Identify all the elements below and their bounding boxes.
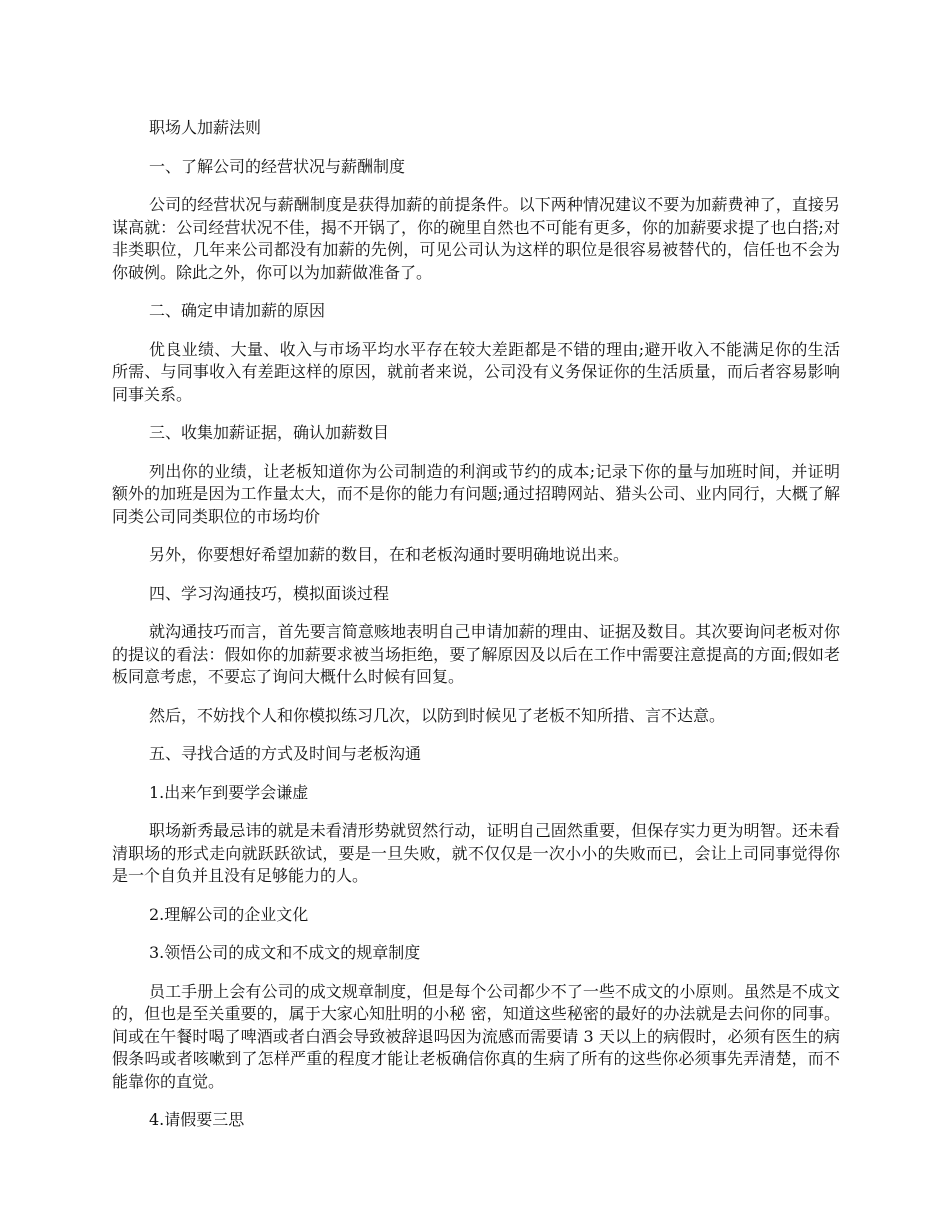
section-2-body: 优良业绩、大量、收入与市场平均水平存在较大差距都是不错的理由;避开收入不能满足你的生活所需、与同事收入有差距这样的原因，就前者来说，公司没有义务保证你的生活质量，而后者容易影响同事关系。 (112, 339, 840, 404)
section-5-item-1-heading: 1.出来乍到要学会谦虚 (149, 782, 309, 802)
section-4-body: 就沟通技巧而言，首先要言简意赅地表明自己申请加薪的理由、证据及数目。其次要询问老板对你的提议的看法：假如你的加薪要求被当场拒绝，要了解原因及以后在工作中需要注意提高的方面;假如老板同意考虑，不要忘了询问大概什么时候有回复。 (112, 622, 840, 686)
section-4-heading: 四、学习沟通技巧，模拟面谈过程 (149, 583, 390, 603)
section-3-body: 列出你的业绩，让老板知道你为公司制造的利润或节约的成本;记录下你的量与加班时间，并证明额外的加班是因为工作量太大，而不是你的能力有问题;通过招聘网站、猎头公司、业内同行，大概了解同类公司同类职位的市场均价 (112, 461, 840, 526)
section-5-item-2-heading: 2.理解公司的企业文化 (149, 904, 309, 924)
section-5-heading: 五、寻找合适的方式及时间与老板沟通 (149, 744, 422, 763)
section-1-body: 公司的经营状况与薪酬制度是获得加薪的前提条件。以下两种情况建议不要为加薪费神了，直接另谋高就：公司经营状况不佳，揭不开锅了，你的碗里自然也不可能有更多，你的加薪要求提了也白搭;对非类职位，几年来公司都没有加薪的先例，可见公司认为这样的职位是很容易被替代的，信任也不会为你破例。除此之外，你可以为加薪做准备了。 (112, 195, 840, 282)
section-5-item-3-body: 员工手册上会有公司的成文规章制度，但是每个公司都少不了一些不成文的小原则。虽然是不成文的，但也是至关重要的，属于大家心知肚明的小秘 密，知道这些秘密的最好的办法就是去问你的同事。间或在午餐时喝了啤酒或者白酒会导致被辞退吗因为流感而需要请 3 天以上的病假时，必须有医生的病 假条吗或者咳嗽到了怎样严重的程度才能让老板确信你真的生病了所有的这些你必须事先弄清楚，而不能靠你的直觉。 (112, 981, 840, 1091)
section-5-item-4-heading: 4.请假要三思 (149, 1110, 245, 1129)
document-title: 职场人加薪法则 (149, 118, 262, 137)
section-1-heading: 一、了解公司的经营状况与薪酬制度 (149, 156, 406, 176)
section-3-heading: 三、收集加薪证据，确认加薪数目 (149, 423, 390, 442)
document-page (112, 117, 840, 1148)
section-2-heading: 二、确定申请加薪的原因 (149, 301, 326, 320)
section-5-item-1-body: 职场新秀最忌讳的就是未看清形势就贸然行动，证明自己固然重要，但保存实力更为明智。还未看清职场的形式走向就跃跃欲试，要是一旦失败，就不仅仅是一次小小的失败而已，会让上司同事觉得你是一个自负并且没有足够能力的人。 (112, 821, 840, 885)
section-4-body-2: 然后，不妨找个人和你模拟练习几次，以防到时候见了老板不知所措、言不达意。 (149, 705, 726, 725)
section-5-item-3-heading: 3.领悟公司的成文和不成文的规章制度 (149, 943, 421, 962)
section-3-body-2: 另外，你要想好希望加薪的数目，在和老板沟通时要明确地说出来。 (149, 545, 630, 564)
